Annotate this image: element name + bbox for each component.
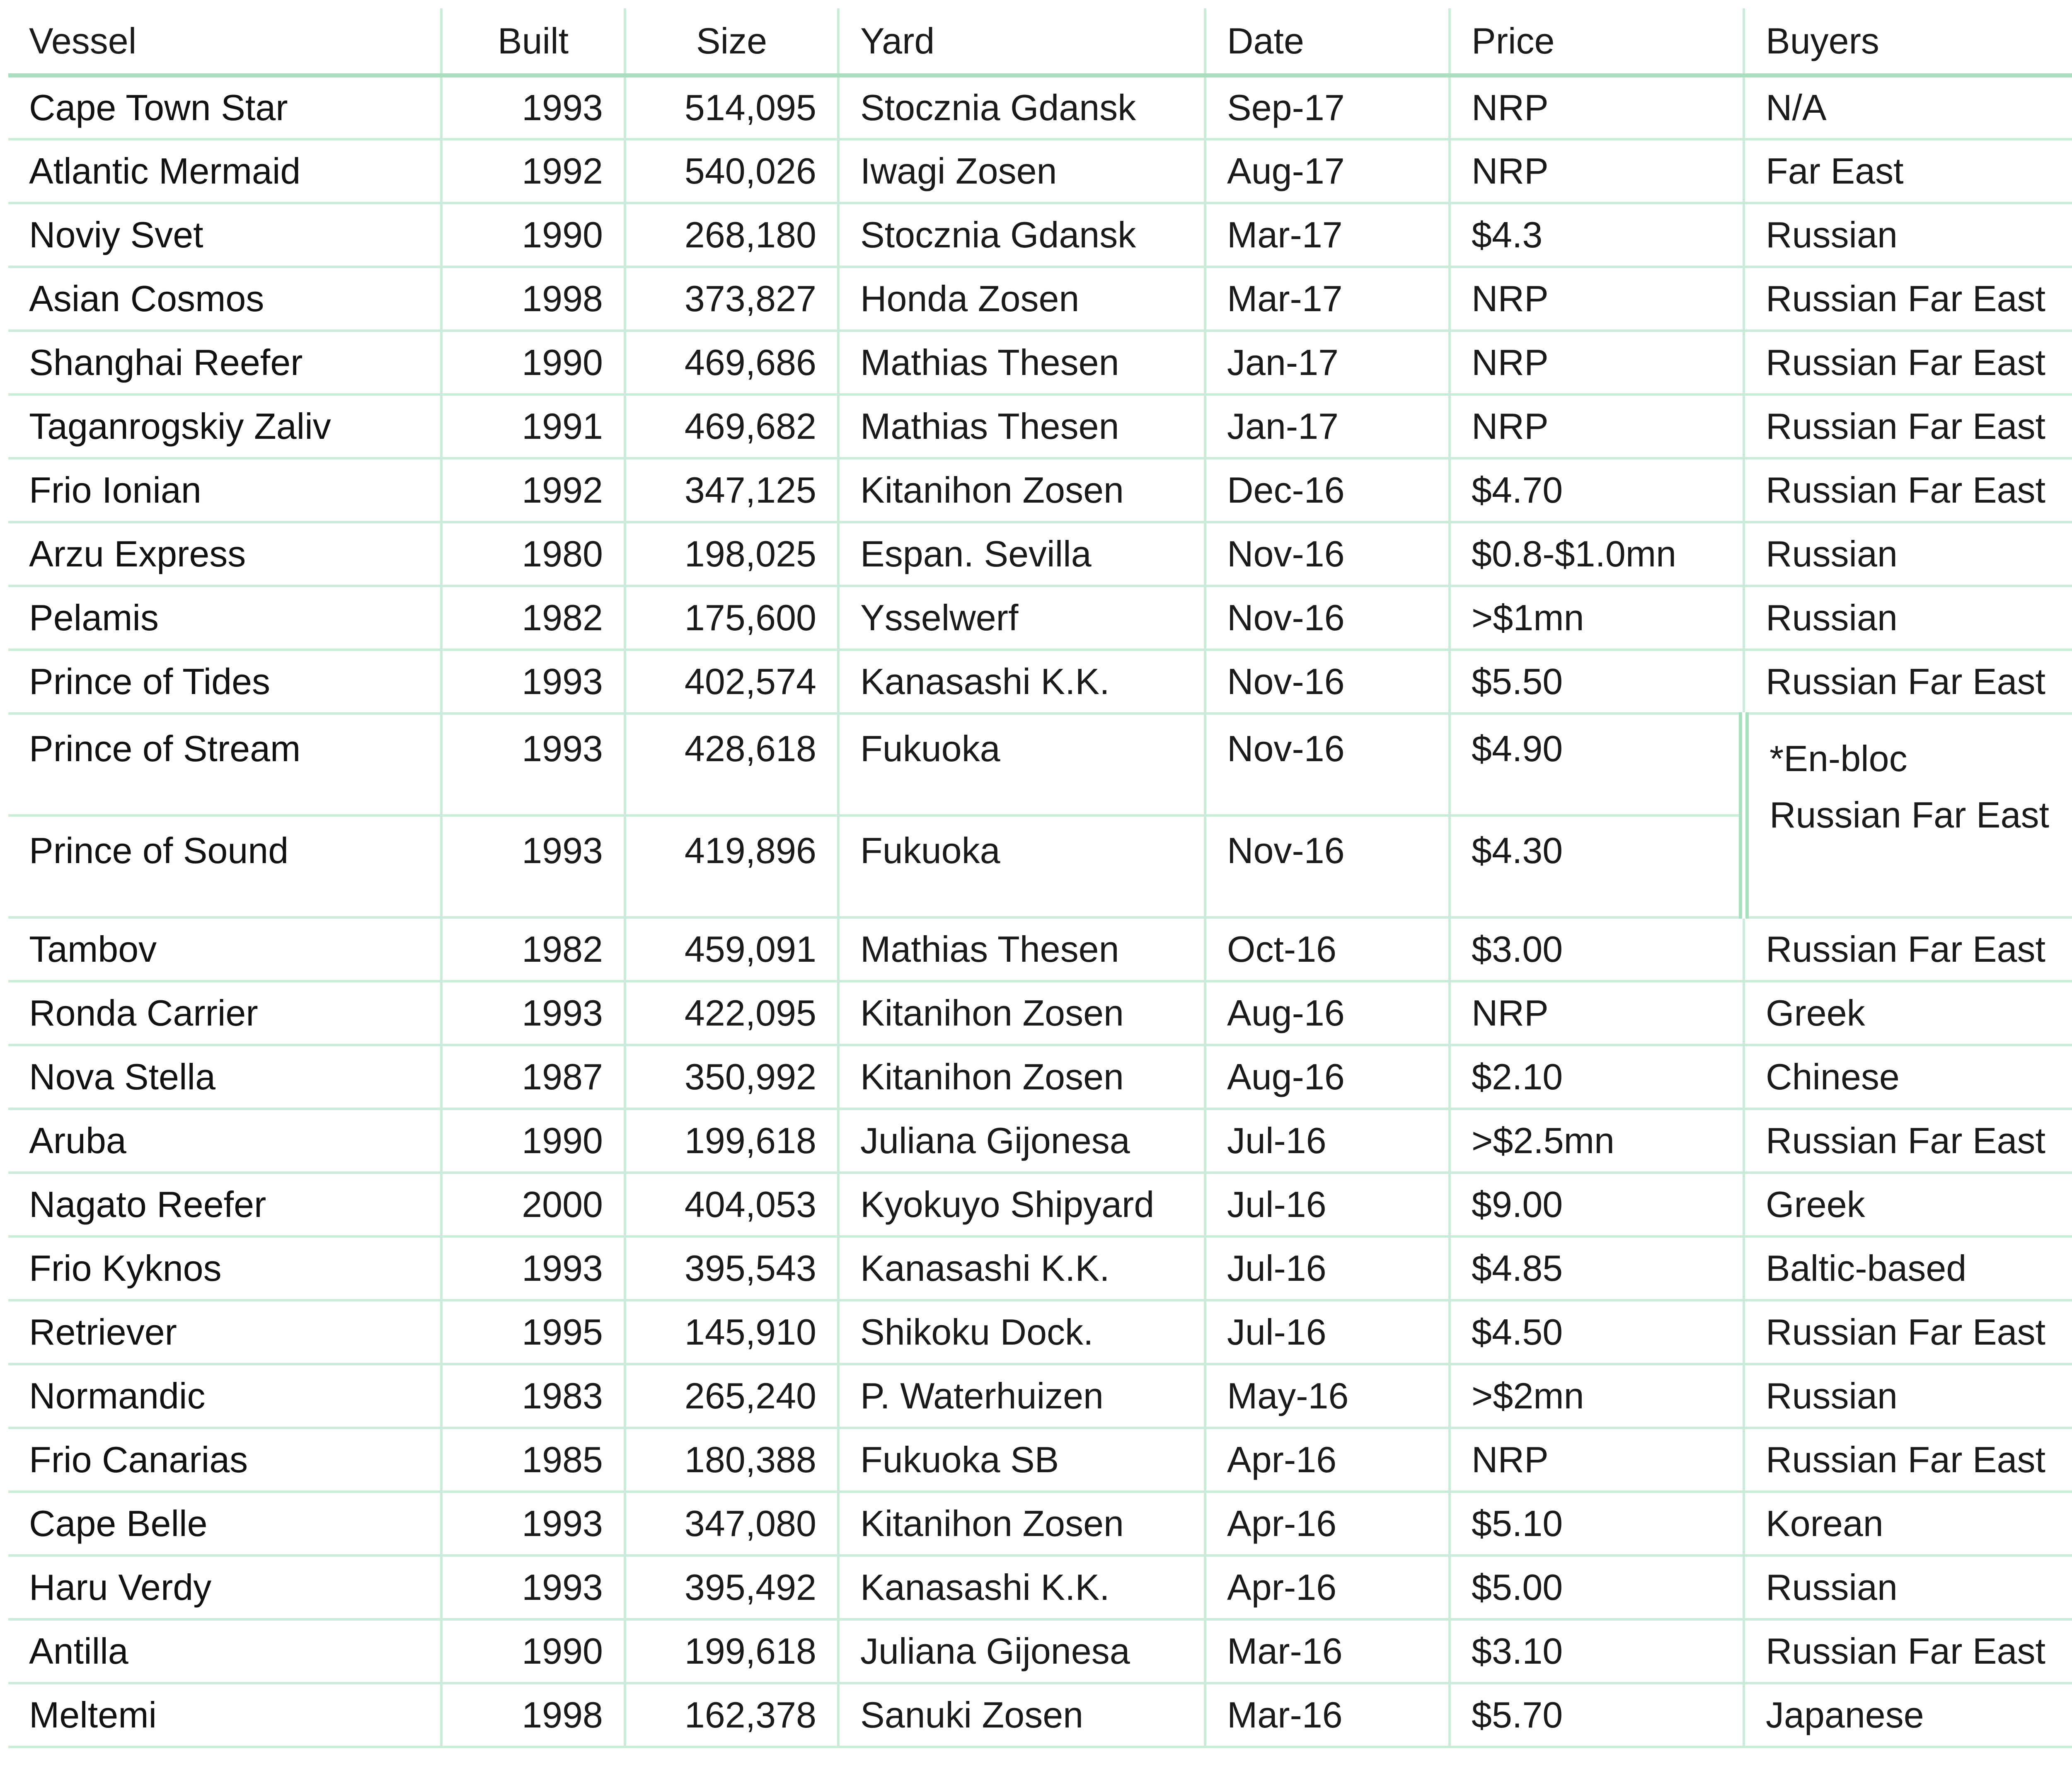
cell-vessel: Cape Belle (8, 1492, 441, 1556)
cell-buyers: Chinese (1744, 1045, 2072, 1109)
table-row (8, 1045, 2072, 1109)
cell-vessel: Nagato Reefer (8, 1173, 441, 1236)
cell-vessel: Cape Town Star (8, 75, 441, 139)
cell-vessel: Prince of Sound (8, 815, 441, 917)
cell-date: Jul-16 (1205, 1173, 1450, 1236)
table-row (8, 1173, 2072, 1236)
cell-yard: Fukuoka (838, 714, 1205, 815)
cell-buyers: Japanese (1744, 1683, 2072, 1747)
cell-built: 1990 (441, 331, 625, 394)
cell-price: NRP (1450, 1428, 1744, 1492)
cell-yard: Stocznia Gdansk (838, 75, 1205, 139)
cell-price: NRP (1450, 75, 1744, 139)
cell-size: 469,682 (625, 394, 838, 458)
cell-price: $3.10 (1450, 1619, 1744, 1683)
cell-yard: Kitanihon Zosen (838, 458, 1205, 522)
table-row (8, 1428, 2072, 1492)
cell-built: 1998 (441, 267, 625, 331)
table-row (8, 1556, 2072, 1619)
cell-buyers: Russian (1744, 586, 2072, 650)
header-built[interactable]: Built (441, 8, 625, 75)
cell-yard: Fukuoka (838, 815, 1205, 917)
cell-yard: Kanasashi K.K. (838, 1556, 1205, 1619)
cell-price: NRP (1450, 331, 1744, 394)
cell-buyers: Far East (1744, 139, 2072, 203)
cell-date: Jan-17 (1205, 394, 1450, 458)
cell-vessel: Antilla (8, 1619, 441, 1683)
cell-built: 1985 (441, 1428, 625, 1492)
table-row (8, 1236, 2072, 1300)
cell-date: Apr-16 (1205, 1492, 1450, 1556)
header-yard[interactable]: Yard (838, 8, 1205, 75)
table-row (8, 586, 2072, 650)
cell-buyers: Greek (1744, 981, 2072, 1045)
cell-vessel: Asian Cosmos (8, 267, 441, 331)
cell-price: NRP (1450, 394, 1744, 458)
cell-built: 1993 (441, 714, 625, 815)
cell-size: 268,180 (625, 203, 838, 267)
table-row (8, 75, 2072, 139)
cell-vessel: Meltemi (8, 1683, 441, 1747)
cell-date: Mar-17 (1205, 267, 1450, 331)
cell-buyers: Baltic-based (1744, 1236, 2072, 1300)
cell-buyers: Russian Far East (1744, 650, 2072, 714)
cell-size: 540,026 (625, 139, 838, 203)
cell-date: Mar-16 (1205, 1619, 1450, 1683)
cell-date: Mar-16 (1205, 1683, 1450, 1747)
cell-built: 1987 (441, 1045, 625, 1109)
cell-buyers: Greek (1744, 1173, 2072, 1236)
cell-price: $4.30 (1450, 815, 1744, 917)
table-row (8, 394, 2072, 458)
cell-size: 199,618 (625, 1619, 838, 1683)
cell-vessel: Frio Canarias (8, 1428, 441, 1492)
cell-buyers: Russian Far East (1744, 1619, 2072, 1683)
cell-price: $4.85 (1450, 1236, 1744, 1300)
cell-buyers: Russian Far East (1744, 394, 2072, 458)
cell-built: 1990 (441, 1109, 625, 1173)
cell-yard: Iwagi Zosen (838, 139, 1205, 203)
cell-date: Jul-16 (1205, 1236, 1450, 1300)
cell-yard: Kanasashi K.K. (838, 650, 1205, 714)
table-row (8, 1300, 2072, 1364)
cell-size: 347,125 (625, 458, 838, 522)
cell-size: 180,388 (625, 1428, 838, 1492)
table-row (8, 981, 2072, 1045)
cell-buyers-enbloc (1744, 714, 2072, 917)
cell-vessel: Taganrogskiy Zaliv (8, 394, 441, 458)
cell-price: $2.10 (1450, 1045, 1744, 1109)
cell-size: 514,095 (625, 75, 838, 139)
cell-vessel: Arzu Express (8, 522, 441, 586)
table-row (8, 650, 2072, 714)
enbloc-note: *En-bloc (1769, 738, 1907, 779)
cell-price: NRP (1450, 139, 1744, 203)
cell-price: $0.8-$1.0mn (1450, 522, 1744, 586)
cell-price: $4.70 (1450, 458, 1744, 522)
cell-built: 1992 (441, 139, 625, 203)
cell-date: Mar-17 (1205, 203, 1450, 267)
header-buyers[interactable]: Buyers (1744, 8, 2072, 75)
cell-size: 145,910 (625, 1300, 838, 1364)
cell-date: Dec-16 (1205, 458, 1450, 522)
cell-vessel: Noviy Svet (8, 203, 441, 267)
cell-price: >$2.5mn (1450, 1109, 1744, 1173)
cell-size: 428,618 (625, 714, 838, 815)
cell-vessel: Shanghai Reefer (8, 331, 441, 394)
table-row (8, 458, 2072, 522)
cell-date: May-16 (1205, 1364, 1450, 1428)
cell-size: 469,686 (625, 331, 838, 394)
cell-price: >$2mn (1450, 1364, 1744, 1428)
cell-built: 1993 (441, 1556, 625, 1619)
cell-vessel: Prince of Stream (8, 714, 441, 815)
cell-built: 2000 (441, 1173, 625, 1236)
cell-built: 1998 (441, 1683, 625, 1747)
cell-buyers: Russian Far East (1744, 267, 2072, 331)
cell-price: NRP (1450, 267, 1744, 331)
cell-price: $4.90 (1450, 714, 1744, 815)
vessel-sales-sheet (8, 8, 2072, 1748)
cell-vessel: Prince of Tides (8, 650, 441, 714)
table-row (8, 1619, 2072, 1683)
cell-date: Aug-16 (1205, 981, 1450, 1045)
cell-built: 1993 (441, 1492, 625, 1556)
cell-date: Jan-17 (1205, 331, 1450, 394)
table-row (8, 1109, 2072, 1173)
cell-size: 350,992 (625, 1045, 838, 1109)
cell-vessel: Tambov (8, 917, 441, 981)
table-row (8, 331, 2072, 394)
cell-price: $9.00 (1450, 1173, 1744, 1236)
cell-yard: Mathias Thesen (838, 917, 1205, 981)
cell-buyers: Russian (1744, 203, 2072, 267)
cell-built: 1993 (441, 815, 625, 917)
cell-buyers: Russian Far East (1744, 1300, 2072, 1364)
cell-vessel: Haru Verdy (8, 1556, 441, 1619)
cell-built: 1991 (441, 394, 625, 458)
table-row (8, 267, 2072, 331)
cell-built: 1990 (441, 1619, 625, 1683)
cell-price: $5.70 (1450, 1683, 1744, 1747)
cell-size: 265,240 (625, 1364, 838, 1428)
cell-price: $4.3 (1450, 203, 1744, 267)
cell-yard: Fukuoka SB (838, 1428, 1205, 1492)
cell-date: Nov-16 (1205, 815, 1450, 917)
cell-price: $5.50 (1450, 650, 1744, 714)
cell-price: $5.00 (1450, 1556, 1744, 1619)
cell-size: 419,896 (625, 815, 838, 917)
cell-yard: Stocznia Gdansk (838, 203, 1205, 267)
cell-size: 422,095 (625, 981, 838, 1045)
cell-yard: Kitanihon Zosen (838, 1045, 1205, 1109)
cell-built: 1992 (441, 458, 625, 522)
cell-date: Nov-16 (1205, 522, 1450, 586)
cell-buyers: Korean (1744, 1492, 2072, 1556)
cell-size: 402,574 (625, 650, 838, 714)
cell-built: 1990 (441, 203, 625, 267)
cell-size: 395,492 (625, 1556, 838, 1619)
cell-date: Nov-16 (1205, 714, 1450, 815)
cell-date: Sep-17 (1205, 75, 1450, 139)
table-row (8, 1364, 2072, 1428)
header-vessel[interactable]: Vessel (8, 8, 441, 75)
cell-vessel: Frio Ionian (8, 458, 441, 522)
cell-size: 404,053 (625, 1173, 838, 1236)
cell-built: 1993 (441, 1236, 625, 1300)
cell-price: >$1mn (1450, 586, 1744, 650)
header-date[interactable]: Date (1205, 8, 1450, 75)
cell-buyers: Russian Far East (1744, 458, 2072, 522)
cell-yard: Juliana Gijonesa (838, 1619, 1205, 1683)
cell-built: 1995 (441, 1300, 625, 1364)
table-row (8, 1683, 2072, 1747)
vessel-sales-table (8, 8, 2072, 1748)
table-row-enbloc (8, 714, 2072, 815)
cell-yard: Kyokuyo Shipyard (838, 1173, 1205, 1236)
cell-vessel: Retriever (8, 1300, 441, 1364)
cell-vessel: Atlantic Mermaid (8, 139, 441, 203)
header-size[interactable]: Size (625, 8, 838, 75)
cell-buyers: Russian Far East (1744, 917, 2072, 981)
cell-date: Jul-16 (1205, 1300, 1450, 1364)
cell-size: 198,025 (625, 522, 838, 586)
cell-yard: Kitanihon Zosen (838, 981, 1205, 1045)
table-row (8, 522, 2072, 586)
cell-date: Oct-16 (1205, 917, 1450, 981)
cell-yard: Ysselwerf (838, 586, 1205, 650)
cell-buyers: Russian Far East (1744, 331, 2072, 394)
cell-vessel: Pelamis (8, 586, 441, 650)
cell-yard: Mathias Thesen (838, 394, 1205, 458)
cell-yard: Shikoku Dock. (838, 1300, 1205, 1364)
table-row (8, 139, 2072, 203)
cell-yard: Honda Zosen (838, 267, 1205, 331)
cell-built: 1983 (441, 1364, 625, 1428)
header-price[interactable]: Price (1450, 8, 1744, 75)
table-row (8, 1492, 2072, 1556)
cell-date: Nov-16 (1205, 586, 1450, 650)
cell-size: 347,080 (625, 1492, 838, 1556)
cell-size: 395,543 (625, 1236, 838, 1300)
table-row (8, 203, 2072, 267)
cell-vessel: Ronda Carrier (8, 981, 441, 1045)
cell-date: Aug-17 (1205, 139, 1450, 203)
cell-buyers: N/A (1744, 75, 2072, 139)
cell-vessel: Normandic (8, 1364, 441, 1428)
cell-price: $3.00 (1450, 917, 1744, 981)
cell-buyers: Russian Far East (1744, 1109, 2072, 1173)
cell-date: Apr-16 (1205, 1556, 1450, 1619)
header-row (8, 8, 2072, 75)
cell-built: 1993 (441, 75, 625, 139)
cell-size: 373,827 (625, 267, 838, 331)
cell-yard: Kanasashi K.K. (838, 1236, 1205, 1300)
table-row (8, 917, 2072, 981)
cell-buyers: Russian (1744, 1556, 2072, 1619)
cell-vessel: Aruba (8, 1109, 441, 1173)
cell-date: Aug-16 (1205, 1045, 1450, 1109)
cell-date: Jul-16 (1205, 1109, 1450, 1173)
cell-yard: Sanuki Zosen (838, 1683, 1205, 1747)
cell-built: 1982 (441, 917, 625, 981)
cell-built: 1993 (441, 650, 625, 714)
cell-size: 175,600 (625, 586, 838, 650)
cell-yard: Mathias Thesen (838, 331, 1205, 394)
cell-yard: Juliana Gijonesa (838, 1109, 1205, 1173)
cell-date: Nov-16 (1205, 650, 1450, 714)
cell-vessel: Nova Stella (8, 1045, 441, 1109)
cell-built: 1980 (441, 522, 625, 586)
cell-vessel: Frio Kyknos (8, 1236, 441, 1300)
cell-yard: P. Waterhuizen (838, 1364, 1205, 1428)
enbloc-buyers: Russian Far East (1769, 794, 2049, 836)
cell-price: $5.10 (1450, 1492, 1744, 1556)
cell-buyers: Russian (1744, 522, 2072, 586)
cell-price: $4.50 (1450, 1300, 1744, 1364)
cell-size: 162,378 (625, 1683, 838, 1747)
cell-yard: Espan. Sevilla (838, 522, 1205, 586)
cell-yard: Kitanihon Zosen (838, 1492, 1205, 1556)
cell-date: Apr-16 (1205, 1428, 1450, 1492)
cell-size: 199,618 (625, 1109, 838, 1173)
cell-built: 1982 (441, 586, 625, 650)
cell-size: 459,091 (625, 917, 838, 981)
cell-built: 1993 (441, 981, 625, 1045)
cell-price: NRP (1450, 981, 1744, 1045)
cell-buyers: Russian Far East (1744, 1428, 2072, 1492)
cell-buyers: Russian (1744, 1364, 2072, 1428)
